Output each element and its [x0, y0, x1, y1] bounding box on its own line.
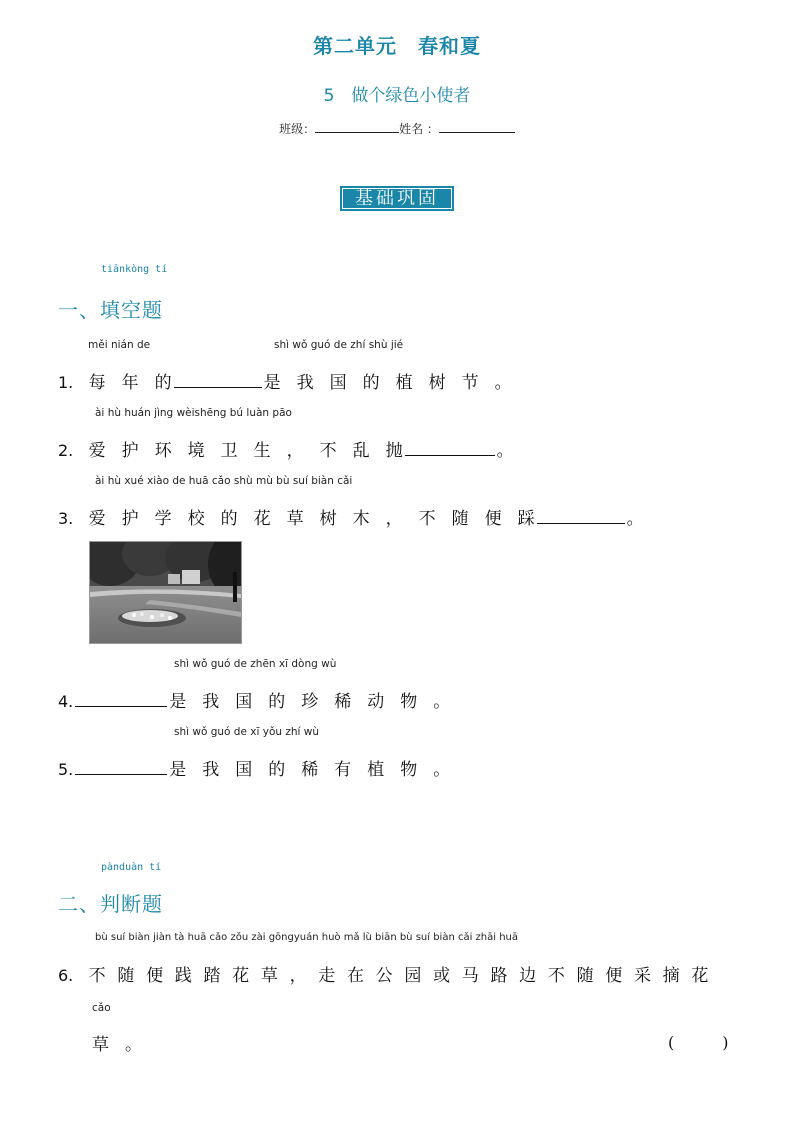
q5-text-after: 是我国的稀有植物。: [169, 760, 467, 780]
q5-pinyin: shì wǒ guó de xī yǒu zhí wù: [174, 726, 320, 738]
q1-text-before: 每年的: [88, 373, 188, 393]
park-photo: [89, 541, 242, 644]
question-3: [58, 504, 660, 529]
q4-number: 4.: [58, 692, 74, 711]
q6-answer-paren[interactable]: ( ): [668, 1033, 729, 1052]
question-4: [58, 687, 466, 712]
q6-text-line1: 不随便践踏花草，走在公园或马路边不随便采摘花: [88, 966, 721, 986]
question-2: [58, 436, 530, 461]
section2-pinyin: pànduàn tí: [101, 862, 162, 873]
section-badge: [340, 186, 454, 211]
q3-text-before: 爱护学校的花草树木，不随便踩: [88, 509, 551, 529]
class-label: 班级：: [279, 122, 316, 136]
q5-number: 5.: [58, 760, 74, 779]
q2-answer-blank[interactable]: [405, 441, 495, 456]
badge-label: 基础巩固: [355, 188, 439, 209]
lesson-title: 5 做个绿色小使者: [323, 86, 471, 106]
q6-text-line2: 草。: [92, 1035, 158, 1055]
q6-line2: [92, 1030, 158, 1055]
q4-text-after: 是我国的珍稀动物。: [169, 692, 467, 712]
q2-pinyin: ài hù huán jìng wèishēng bú luàn pāo: [95, 407, 292, 419]
section2-title: 二、判断题: [58, 892, 163, 916]
name-blank[interactable]: [439, 132, 515, 133]
class-name-line: [0, 120, 794, 137]
question-6: [58, 961, 720, 986]
q2-number: 2.: [58, 441, 74, 460]
q2-text-after: 。: [496, 441, 530, 461]
q1-number: 1.: [58, 373, 74, 392]
q3-answer-blank[interactable]: [537, 509, 625, 524]
worksheet-title: 第二单元 春和夏: [313, 34, 481, 58]
q3-number: 3.: [58, 509, 74, 528]
class-blank[interactable]: [315, 132, 399, 133]
q1-pinyin-2: shì wǒ guó de zhí shù jié: [274, 339, 404, 351]
section1-title: 一、填空题: [58, 298, 163, 322]
q3-text-after: 。: [626, 509, 660, 529]
question-1: [58, 368, 528, 393]
park-photo-image: [90, 542, 241, 643]
q1-text-after: 是我国的植树节。: [263, 373, 528, 393]
section1-pinyin: tiānkòng tí: [101, 264, 168, 275]
q3-pinyin: ài hù xué xiào de huā cǎo shù mù bù suí biàn cǎi: [95, 475, 353, 487]
question-5: [58, 755, 466, 780]
q2-text-before: 爱护环境卫生，不乱抛: [88, 441, 419, 461]
q5-answer-blank[interactable]: [75, 760, 167, 775]
q4-answer-blank[interactable]: [75, 692, 167, 707]
q6-pinyin-line1: bù suí biàn jiàn tà huā cǎo zǒu zài gōngyuán huò mǎ lù biān bù suí biàn cǎi zhāi huā: [95, 932, 519, 943]
q6-pinyin-line2: cǎo: [92, 1002, 111, 1014]
q1-answer-blank[interactable]: [174, 373, 262, 388]
name-label: 姓名 ：: [399, 122, 439, 136]
q6-number: 6.: [58, 966, 74, 985]
q1-pinyin-1: měi nián de: [88, 339, 151, 351]
badge-frame: [342, 188, 452, 209]
q4-pinyin: shì wǒ guó de zhēn xī dòng wù: [174, 658, 337, 670]
